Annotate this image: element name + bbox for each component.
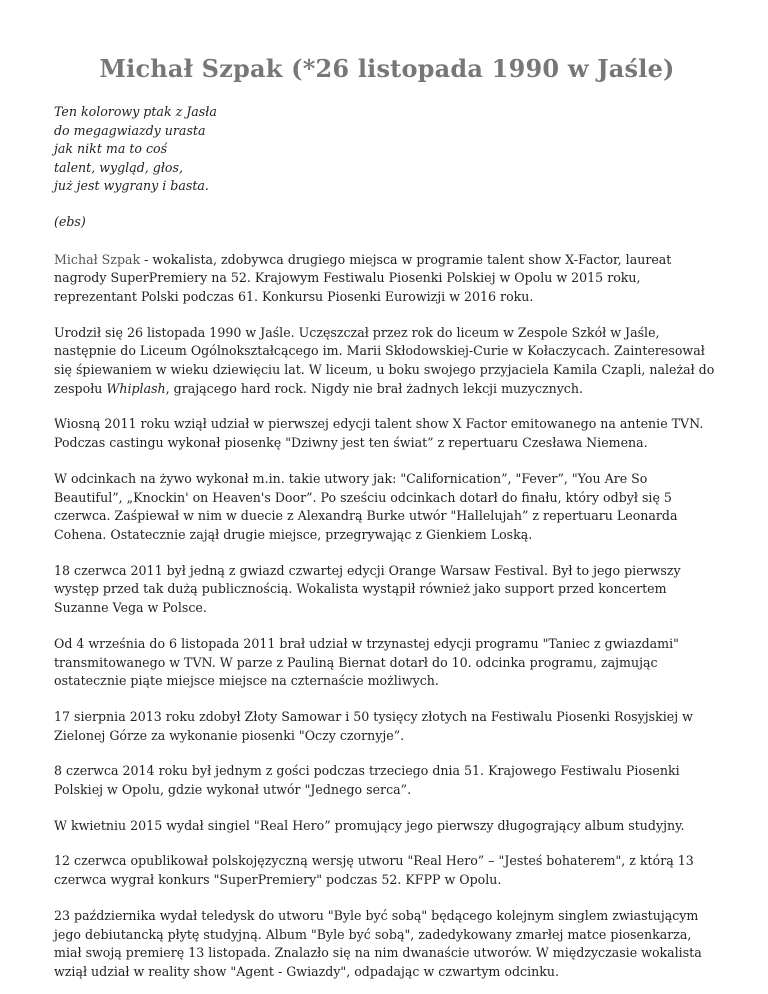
paragraph-biography [54, 324, 720, 399]
page-title: Michał Szpak (*26 listopada 1990 w Jaśle) [99, 54, 675, 83]
poem-line: talent, wygląd, głos, [54, 159, 183, 175]
poem-line: do megagwiazdy urasta [54, 122, 206, 138]
artist-name: Michał Szpak [54, 251, 141, 267]
paragraph-orange-festival: 18 czerwca 2011 był jedną z gwiazd czwartej edycji Orange Warsaw Festival. Był to jego pierwszy występ przed tak dużą publicznością. Wokalista wystąpił również jako support przed koncertem Suzanne Vega w Polsce. [54, 562, 681, 616]
paragraph-real-hero: W kwietniu 2015 wydał singiel "Real Hero” promujący jego pierwszy długogrający album studyjny. [54, 817, 685, 833]
band-name: Whiplash [106, 380, 166, 396]
paragraph-album: 23 października wydał teledysk do utworu "Byle być sobą" będącego kolejnym singlem zwiastującym jego debiutancką płytę studyjną. Album "Byle być sobą", zadedykowany zmarłej matce piosenkarza, miał swoją premierę 13 listopada. Znalazło się na nim dwanaście utworów. W międzyczasie wokalista wziął udział w reality show "Agent - Gwiazdy", odpadając w czwartym odcinku. [54, 907, 702, 979]
paragraph-text: - wokalista, zdobywca drugiego miejsca w programie talent show X-Factor, laureat nagrody SuperPremiery na 52. Krajowym Festiwalu Piosenki Polskiej w Opolu w 2015 roku, reprezentant Polski podczas 61. Konkursu Piosenki Eurowizji w 2016 roku. [54, 251, 672, 304]
poem-line: już jest wygrany i basta. [54, 178, 209, 194]
poem-author: (ebs) [54, 213, 86, 229]
paragraph-xfactor: Wiosną 2011 roku wziął udział w pierwszej edycji talent show X Factor emitowanego na antenie TVN. Podczas castingu wykonał piosenkę "Dziwny jest ten świat” z repertuaru Czesława Niemena. [54, 416, 704, 451]
paragraph-text: , grającego hard rock. Nigdy nie brał żadnych lekcji muzycznych. [165, 380, 583, 396]
paragraph-live-episodes: W odcinkach na żywo wykonał m.in. takie utwory jak: "Californication”, "Fever”, "You Are So Beautiful”, „Knockin' on Heaven's Door”. Po sześciu odcinkach dotarł do finału, który odbył się 5 czerwca. Zaśpiewał w nim w duecie z Alexandrą Burke utwór "Hallelujah” z repertuaru Leonarda Cohena. Ostatecznie zajął drugie miejsce, przegrywając z Gienkiem Loską. [54, 470, 678, 542]
paragraph-dancing: Od 4 września do 6 listopada 2011 brał udział w trzynastej edycji programu "Taniec z gwiazdami" transmitowanego w TVN. W parze z Pauliną Biernat dotarł do 10. odcinka programu, zajmując ostatecznie piąte miejsce miejsce na czternaście możliwych. [54, 635, 679, 689]
document-page [54, 52, 720, 982]
poem-line: jak nikt ma to coś [54, 141, 168, 157]
paragraph-text: Urodził się 26 listopada 1990 w Jaśle. Uczęszczał przez rok do liceum w Zespole Szkół w Jaśle, następnie do Liceum Ogólnokształcącego im. Marii Skłodowskiej-Curie w Kołaczycach. Zainteresował się śpiewaniem w wieku dziewięciu lat. W liceum, u boku swojego przyjaciela Kamila Czapli, należał do zespołu [54, 324, 715, 396]
paragraph-opole-2014: 8 czerwca 2014 roku był jednym z gości podczas trzeciego dnia 51. Krajowego Festiwalu Piosenki Polskiej w Opolu, gdzie wykonał utwór "Jednego serca”. [54, 763, 680, 798]
poem [54, 103, 720, 196]
poem-line: Ten kolorowy ptak z Jasła [54, 104, 217, 119]
paragraph-intro [54, 251, 720, 307]
paragraph-superpremiery: 12 czerwca opublikował polskojęzyczną wersję utworu "Real Hero” – "Jesteś bohaterem", z którą 13 czerwca wygrał konkurs "SuperPremiery" podczas 52. KFPP w Opolu. [54, 853, 694, 888]
paragraph-samovar: 17 sierpnia 2013 roku zdobył Złoty Samowar i 50 tysięcy złotych na Festiwalu Piosenki Rosyjskiej w Zielonej Górze za wykonanie piosenki "Oczy czornyje”. [54, 708, 693, 743]
